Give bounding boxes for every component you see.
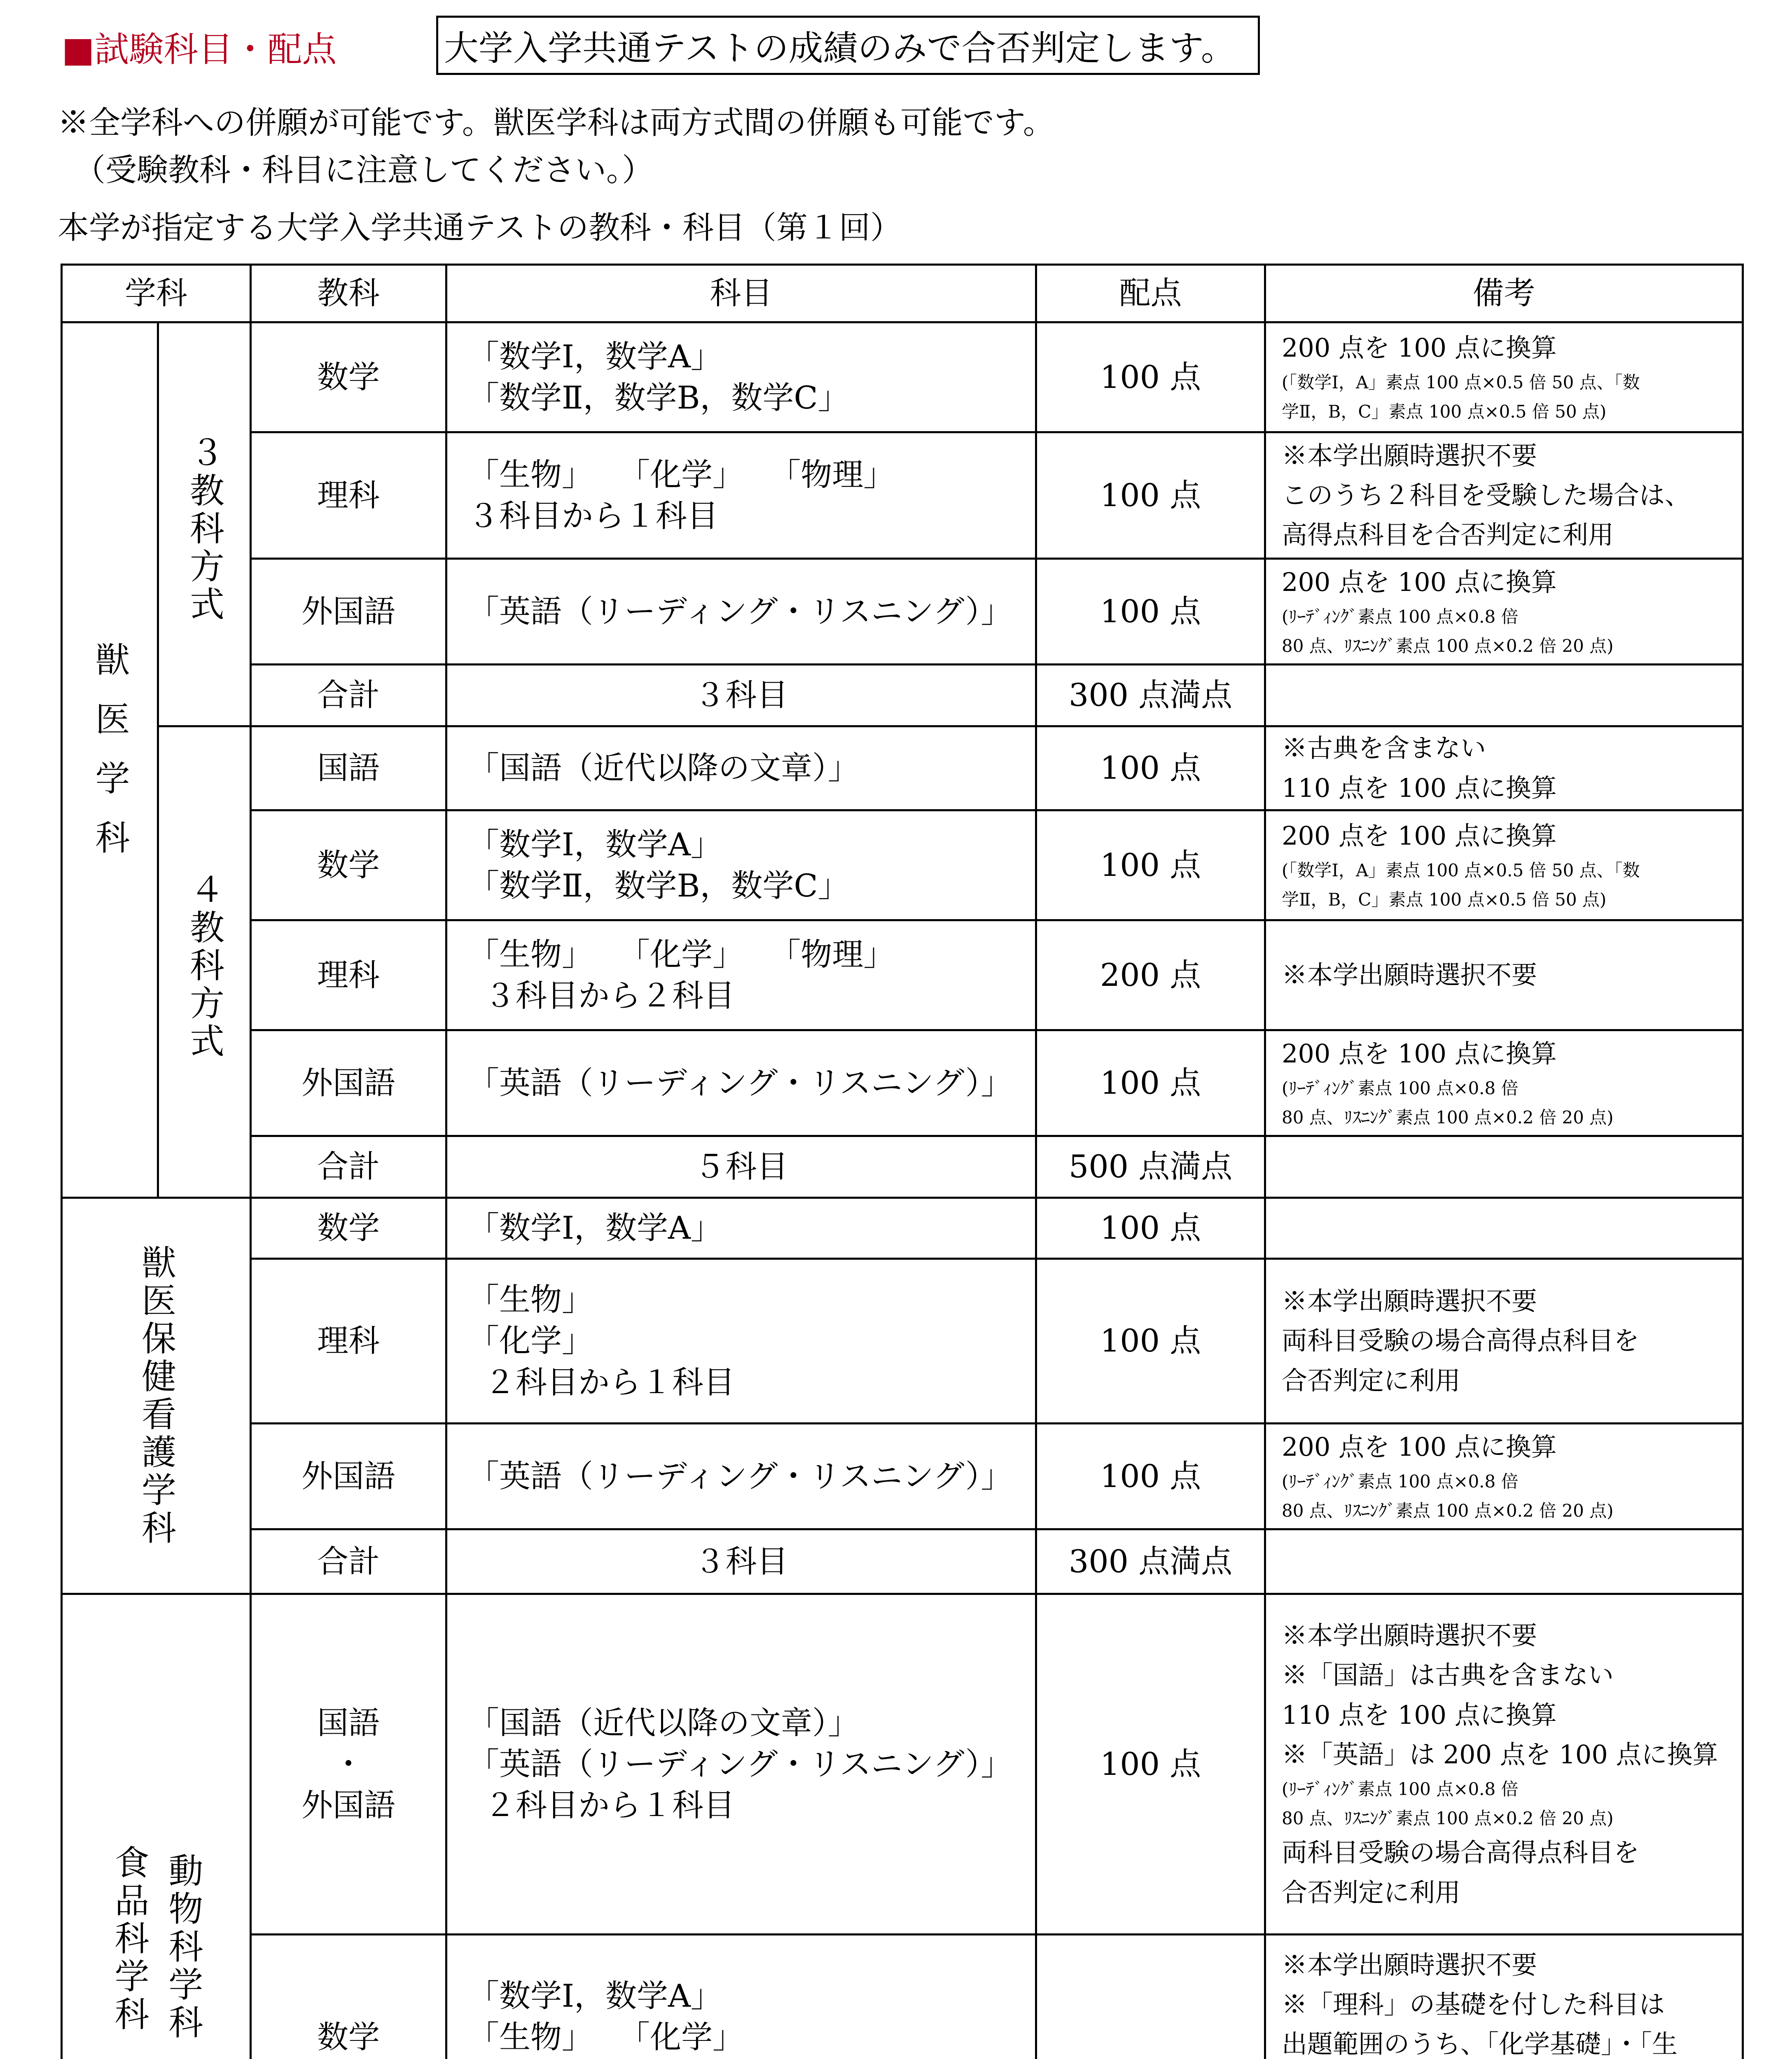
section-header	[62, 16, 1236, 77]
score-cell: 100 点	[1036, 1030, 1265, 1136]
header-dept: 学科	[62, 265, 251, 322]
dept-veterinary: 獣医学科	[62, 322, 158, 1198]
table-row	[62, 1594, 1743, 1935]
remarks-cell: ※古典を含まない 110 点を 100 点に換算	[1265, 726, 1743, 810]
remarks-cell	[1265, 1136, 1743, 1198]
remarks-cell: ※本学出願時選択不要 このうち２科目を受験した場合は、 高得点科目を合否判定に利用	[1265, 432, 1743, 559]
table-row	[62, 559, 1743, 665]
remarks-cell	[1265, 1529, 1743, 1594]
note-line-1: ※全学科への併願が可能です。獣医学科は両方式間の併願も可能です。	[58, 104, 1054, 141]
subject-cell: 「生物」 「化学」 「物理」 ３科目から２科目	[446, 920, 1036, 1030]
subject-cell: 「数学Ⅰ，数学A」	[446, 1198, 1036, 1259]
note-line-3: 本学が指定する大学入学共通テストの教科・科目（第１回）	[58, 209, 902, 246]
score-cell: 100 点	[1036, 810, 1265, 920]
subject-cell: 「英語（リーディング・リスニング）」	[446, 1030, 1036, 1136]
subject-area: 理科	[251, 432, 446, 559]
subject-cell: 「生物」 「化学」 ２科目から１科目	[446, 1259, 1036, 1424]
score-cell: 100 点	[1036, 1259, 1265, 1424]
subject-cell: 「国語（近代以降の文章）」	[446, 726, 1036, 810]
subject-cell: 「数学Ⅰ，数学A」 「数学Ⅱ，数学B，数学C」	[446, 810, 1036, 920]
method-3-subjects: ３教科方式	[158, 322, 251, 726]
table-row	[62, 1259, 1743, 1424]
header-subject-area: 教科	[251, 265, 446, 322]
subject-area: 理科	[251, 920, 446, 1030]
subject-cell: 「生物」 「化学」 「物理」 ３科目から１科目	[446, 432, 1036, 559]
subject-area: 外国語	[251, 559, 446, 665]
remarks-cell: ※本学出願時選択不要	[1265, 920, 1743, 1030]
remarks-cell: 200 点を 100 点に換算 (「数学Ⅰ，A」素点 100 点×0.5 倍 50 点、「数 学Ⅱ，B，C」素点 100 点×0.5 倍 50 点)	[1265, 810, 1743, 920]
remarks-cell: 200 点を 100 点に換算 (「数学Ⅰ，A」素点 100 点×0.5 倍 50 点、「数 学Ⅱ，B，C」素点 100 点×0.5 倍 50 点)	[1265, 322, 1743, 432]
table-row	[62, 1935, 1743, 2059]
table-row	[62, 1030, 1743, 1136]
header-subject: 科目	[446, 265, 1036, 322]
score-cell	[1036, 1935, 1265, 2059]
total-label: 合計	[251, 665, 446, 726]
table-row	[62, 920, 1743, 1030]
table-row-total	[62, 1136, 1743, 1198]
total-score: 300 点満点	[1036, 665, 1265, 726]
dept-food-animal-science: 食品科学科 動物科学科	[62, 1594, 251, 2059]
remarks-cell: 200 点を 100 点に換算 (ﾘｰﾃﾞｨﾝｸﾞ素点 100 点×0.8 倍 80 点、ﾘｽﾆﾝｸﾞ素点 100 点×0.2 倍 20 点)	[1265, 1030, 1743, 1136]
subjects-table	[61, 264, 1744, 2059]
table-row	[62, 322, 1743, 432]
remarks-cell	[1265, 1198, 1743, 1259]
remarks-cell	[1265, 665, 1743, 726]
remarks-cell: ※本学出願時選択不要 ※「国語」は古典を含まない 110 点を 100 点に換算 ※「英語」は 200 点を 100 点に換算 (ﾘｰﾃﾞｨﾝｸﾞ素点 100 点×0.8 倍 80 点、ﾘｽﾆﾝｸﾞ素点 100 点×0.2 倍 20 点) 両科目受験の場合高得点科目を 合否判定に利用	[1265, 1594, 1743, 1935]
remarks-cell: ※本学出願時選択不要 ※「理科」の基礎を付した科目は 出題範囲のうち、「化学基礎」・「生	[1265, 1935, 1743, 2059]
subject-area: 数学	[251, 810, 446, 920]
subject-cell: 「国語（近代以降の文章）」 「英語（リーディング・リスニング）」 ２科目から１科目	[446, 1594, 1036, 1935]
table-header-row	[62, 265, 1743, 322]
score-cell: 100 点	[1036, 1594, 1265, 1935]
method-4-subjects: ４教科方式	[158, 726, 251, 1198]
total-score: 500 点満点	[1036, 1136, 1265, 1198]
total-score: 300 点満点	[1036, 1529, 1265, 1594]
note-line-2: （受験教科・科目に注意してください。）	[74, 152, 653, 188]
total-count: ５科目	[446, 1136, 1036, 1198]
header-score: 配点	[1036, 265, 1265, 322]
total-count: ３科目	[446, 1529, 1036, 1594]
subject-cell: 「英語（リーディング・リスニング）」	[446, 1424, 1036, 1529]
subject-cell: 「数学Ⅰ，数学A」 「生物」 「化学」	[446, 1935, 1036, 2059]
score-cell: 100 点	[1036, 726, 1265, 810]
score-cell: 100 点	[1036, 559, 1265, 665]
subject-area: 外国語	[251, 1030, 446, 1136]
score-cell: 100 点	[1036, 1424, 1265, 1529]
subject-area: 国語 ・ 外国語	[251, 1594, 446, 1935]
table-row-total	[62, 1529, 1743, 1594]
table-row	[62, 1198, 1743, 1259]
boxed-statement: 大学入学共通テストの成績のみで合否判定します。	[436, 16, 1260, 75]
header-remarks: 備考	[1265, 265, 1743, 322]
remarks-cell: ※本学出願時選択不要 両科目受験の場合高得点科目を 合否判定に利用	[1265, 1259, 1743, 1424]
total-label: 合計	[251, 1136, 446, 1198]
dept-veterinary-nursing: 獣医保健看護学科	[62, 1198, 251, 1594]
table-row	[62, 726, 1743, 810]
total-label: 合計	[251, 1529, 446, 1594]
subject-cell: 「英語（リーディング・リスニング）」	[446, 559, 1036, 665]
subject-area: 数学	[251, 1935, 446, 2059]
score-cell: 100 点	[1036, 432, 1265, 559]
subject-area: 外国語	[251, 1424, 446, 1529]
score-cell: 100 点	[1036, 322, 1265, 432]
table-row	[62, 1424, 1743, 1529]
remarks-cell: 200 点を 100 点に換算 (ﾘｰﾃﾞｨﾝｸﾞ素点 100 点×0.8 倍 80 点、ﾘｽﾆﾝｸﾞ素点 100 点×0.2 倍 20 点)	[1265, 559, 1743, 665]
score-cell: 100 点	[1036, 1198, 1265, 1259]
subject-cell: 「数学Ⅰ，数学A」 「数学Ⅱ，数学B，数学C」	[446, 322, 1036, 432]
remarks-cell: 200 点を 100 点に換算 (ﾘｰﾃﾞｨﾝｸﾞ素点 100 点×0.8 倍 80 点、ﾘｽﾆﾝｸﾞ素点 100 点×0.2 倍 20 点)	[1265, 1424, 1743, 1529]
score-cell: 200 点	[1036, 920, 1265, 1030]
subject-area: 数学	[251, 1198, 446, 1259]
section-title: ■試験科目・配点	[62, 29, 337, 70]
subject-area: 理科	[251, 1259, 446, 1424]
total-count: ３科目	[446, 665, 1036, 726]
subject-area: 数学	[251, 322, 446, 432]
subject-area: 国語	[251, 726, 446, 810]
table-row	[62, 432, 1743, 559]
table-row-total	[62, 665, 1743, 726]
table-row	[62, 810, 1743, 920]
